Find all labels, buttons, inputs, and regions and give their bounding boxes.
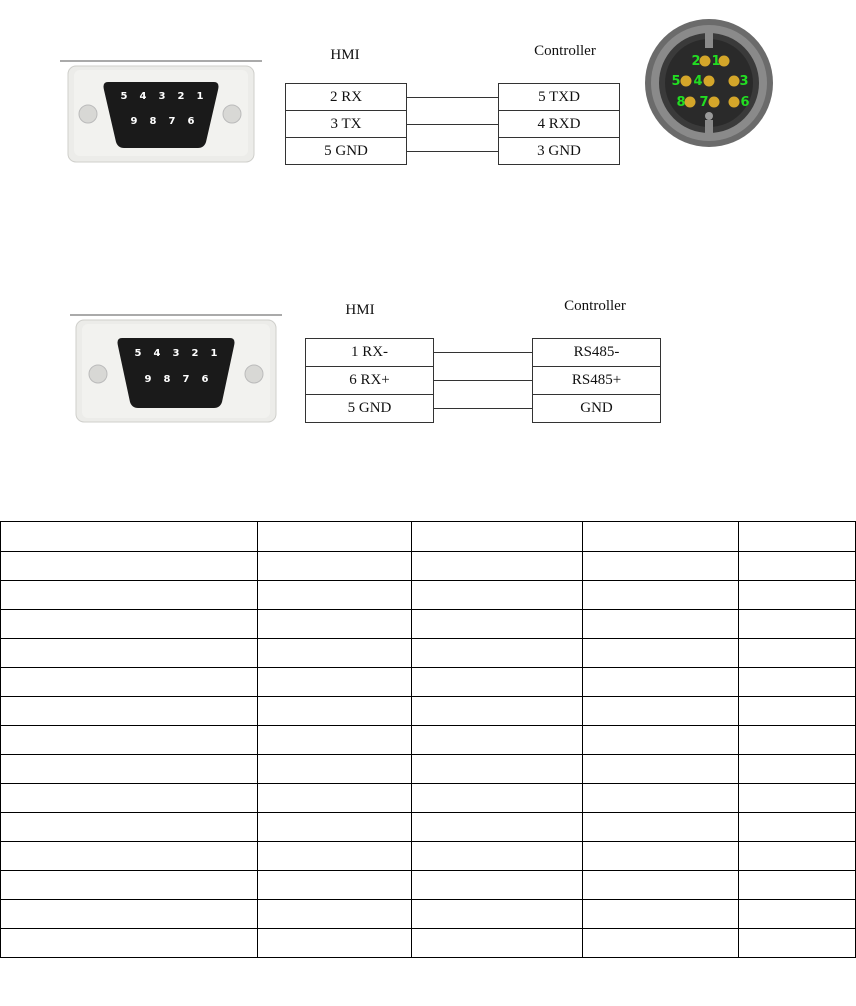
- table-cell: [583, 610, 739, 639]
- table-row: [1, 813, 856, 842]
- table-cell: [412, 929, 583, 958]
- hmi-pin-box: 6 RX+: [305, 366, 434, 395]
- din-pin-label: 8: [676, 95, 686, 110]
- hmi-title: HMI: [345, 302, 375, 318]
- table-row: [1, 610, 856, 639]
- table-cell: [1, 639, 258, 668]
- table-cell: [258, 552, 412, 581]
- db9-pin-label: 1: [210, 348, 218, 359]
- table-cell: [739, 610, 856, 639]
- table-cell: [583, 842, 739, 871]
- table-cell: [583, 871, 739, 900]
- table-cell: [739, 900, 856, 929]
- hmi-title: HMI: [330, 47, 360, 63]
- table-cell: [1, 552, 258, 581]
- table-cell: [412, 522, 583, 552]
- table-cell: [258, 668, 412, 697]
- table-cell: [412, 668, 583, 697]
- table-cell: [412, 755, 583, 784]
- controller-title: Controller: [534, 43, 596, 59]
- table-cell: [412, 697, 583, 726]
- table-cell: [258, 697, 412, 726]
- controller-pin-box: GND: [532, 394, 661, 423]
- table-cell: [583, 726, 739, 755]
- table-cell: [258, 813, 412, 842]
- table-row: [1, 755, 856, 784]
- db9-pin-label: 3: [158, 91, 166, 102]
- table-cell: [1, 813, 258, 842]
- table-cell: [583, 522, 739, 552]
- db9-pin-label: 4: [153, 348, 161, 359]
- table-cell: [1, 755, 258, 784]
- table-cell: [412, 581, 583, 610]
- table-cell: [739, 581, 856, 610]
- table-body: [1, 522, 856, 958]
- table-cell: [1, 522, 258, 552]
- table-row: [1, 929, 856, 958]
- table-cell: [739, 929, 856, 958]
- controller-pin-box: 4 RXD: [498, 110, 620, 138]
- table-row: [1, 726, 856, 755]
- table-cell: [258, 755, 412, 784]
- db9-pin-label: 1: [196, 91, 204, 102]
- table-cell: [739, 784, 856, 813]
- controller-pin-box: 3 GND: [498, 137, 620, 165]
- table-row: [1, 842, 856, 871]
- table-cell: [258, 581, 412, 610]
- table-cell: [583, 552, 739, 581]
- wire: [434, 380, 532, 381]
- table-cell: [1, 581, 258, 610]
- wire: [407, 97, 498, 98]
- db9-pin-label: 2: [191, 348, 199, 359]
- din-pin-label: 6: [740, 95, 750, 110]
- db9-pin-label: 4: [139, 91, 147, 102]
- table-cell: [1, 900, 258, 929]
- db9-pin-label: 9: [130, 116, 138, 127]
- controller-pin-box: RS485+: [532, 366, 661, 395]
- db9-pin-label: 9: [144, 374, 152, 385]
- wire: [434, 352, 532, 353]
- db9-pin-label: 5: [134, 348, 142, 359]
- table-cell: [583, 755, 739, 784]
- db9-pin-label: 3: [172, 348, 180, 359]
- table-row: [1, 668, 856, 697]
- table-row: [1, 784, 856, 813]
- table-cell: [412, 813, 583, 842]
- table-cell: [739, 552, 856, 581]
- table-row: [1, 639, 856, 668]
- table-cell: [258, 610, 412, 639]
- hmi-pin-box: 1 RX-: [305, 338, 434, 367]
- table-cell: [412, 784, 583, 813]
- hmi-pin-box: 3 TX: [285, 110, 407, 138]
- table-cell: [258, 726, 412, 755]
- table-cell: [583, 581, 739, 610]
- mini-din-connector-icon: [642, 16, 776, 150]
- db9-connector-icon: [70, 312, 282, 424]
- table-cell: [412, 726, 583, 755]
- table-cell: [583, 697, 739, 726]
- table-cell: [412, 900, 583, 929]
- din-pin-label: 4: [693, 74, 703, 89]
- table-cell: [1, 610, 258, 639]
- table-cell: [258, 929, 412, 958]
- db9-pin-label: 8: [149, 116, 157, 127]
- db9-pin-label: 6: [187, 116, 195, 127]
- table-cell: [1, 697, 258, 726]
- hmi-pin-box: 5 GND: [285, 137, 407, 165]
- table-cell: [583, 929, 739, 958]
- table-row: [1, 581, 856, 610]
- table-cell: [739, 639, 856, 668]
- din-pin-label: 1: [711, 54, 721, 69]
- db9-pin-label: 6: [201, 374, 209, 385]
- table-row: [1, 552, 856, 581]
- table-cell: [583, 639, 739, 668]
- table-cell: [739, 522, 856, 552]
- din-pin-label: 5: [671, 74, 681, 89]
- empty-table: [0, 521, 856, 958]
- wire: [407, 151, 498, 152]
- db9-pin-label: 2: [177, 91, 185, 102]
- table-cell: [739, 697, 856, 726]
- table-row: [1, 871, 856, 900]
- table-cell: [583, 900, 739, 929]
- table-cell: [412, 871, 583, 900]
- table-cell: [1, 929, 258, 958]
- hmi-pin-box: 2 RX: [285, 83, 407, 111]
- db9-connector-icon: [60, 58, 262, 164]
- table-cell: [739, 842, 856, 871]
- table-cell: [412, 610, 583, 639]
- table-row: [1, 522, 856, 552]
- table-row: [1, 697, 856, 726]
- table-cell: [258, 871, 412, 900]
- controller-title: Controller: [564, 298, 626, 314]
- db9-pin-label: 5: [120, 91, 128, 102]
- table-row: [1, 900, 856, 929]
- table-cell: [739, 668, 856, 697]
- table-cell: [1, 842, 258, 871]
- wire: [407, 124, 498, 125]
- table-cell: [739, 726, 856, 755]
- table-cell: [258, 784, 412, 813]
- table-cell: [412, 552, 583, 581]
- din-pin-label: 7: [699, 95, 709, 110]
- hmi-pin-box: 5 GND: [305, 394, 434, 423]
- table-cell: [739, 755, 856, 784]
- table-cell: [1, 784, 258, 813]
- table-cell: [1, 668, 258, 697]
- controller-pin-box: 5 TXD: [498, 83, 620, 111]
- table-cell: [583, 784, 739, 813]
- table-cell: [1, 726, 258, 755]
- controller-pin-box: RS485-: [532, 338, 661, 367]
- table-cell: [412, 842, 583, 871]
- table-cell: [1, 871, 258, 900]
- table-cell: [258, 842, 412, 871]
- table-cell: [583, 813, 739, 842]
- db9-pin-label: 8: [163, 374, 171, 385]
- din-pin-label: 2: [691, 54, 701, 69]
- table-cell: [258, 639, 412, 668]
- wire: [434, 408, 532, 409]
- table-cell: [412, 639, 583, 668]
- table-cell: [739, 871, 856, 900]
- din-pin-label: 3: [739, 74, 749, 89]
- table-cell: [739, 813, 856, 842]
- db9-pin-label: 7: [168, 116, 176, 127]
- table-cell: [583, 668, 739, 697]
- table-cell: [258, 900, 412, 929]
- table-cell: [258, 522, 412, 552]
- db9-pin-label: 7: [182, 374, 190, 385]
